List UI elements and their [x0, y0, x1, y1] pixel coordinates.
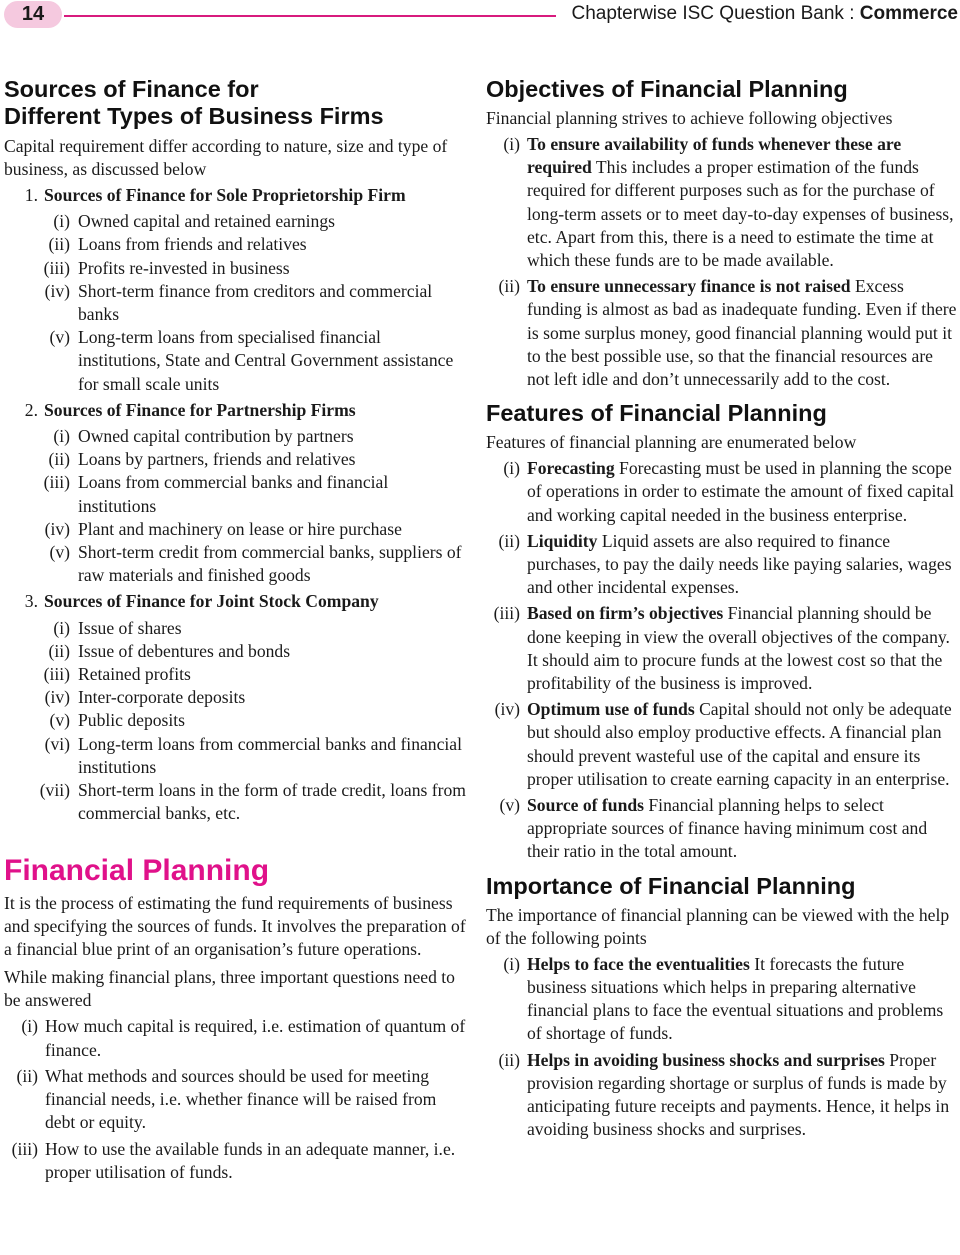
right-column — [486, 76, 958, 1141]
header-rule — [64, 15, 556, 17]
list-item: (iii) Profits re-invested in business — [43, 257, 290, 278]
left-column — [4, 76, 466, 1184]
sources-group-sole — [4, 184, 466, 396]
sources-heading — [4, 76, 466, 130]
list-item: (ii) Loans by partners, friends and relatives — [48, 449, 356, 470]
sources-heading-line2: Different Types of Business Firms — [4, 103, 384, 129]
finance-sources-list — [4, 184, 466, 825]
fp-questions-list — [4, 1015, 466, 1183]
list-item: (v) Public deposits — [49, 710, 186, 731]
page-header — [0, 0, 960, 30]
list-item: (v) Long-term loans from specialised financial institutions, State and Central Government assistance for small scale units — [49, 327, 454, 394]
running-header — [571, 3, 958, 25]
objectives-list — [486, 133, 958, 391]
list-item: (i) How much capital is required, i.e. estimation of quantum of finance. — [21, 1016, 466, 1060]
importance-heading: Importance of Financial Planning — [486, 872, 856, 899]
list-item: (iv) Plant and machinery on lease or hire purchase — [44, 518, 402, 539]
book-title: Chapterwise ISC Question Bank : — [571, 3, 860, 24]
list-item: (i) Owned capital contribution by partners — [53, 426, 354, 447]
features-heading: Features of Financial Planning — [486, 400, 827, 427]
page-number: 14 — [4, 1, 62, 28]
importance-intro: The importance of financial planning can be viewed with the help of the following points — [486, 904, 950, 948]
group-title: Sources of Finance for Partnership Firms — [44, 399, 356, 420]
list-item: (iii) Based on firm’s objectives Financial planning should be done keeping in view the overall objectives of the company. It should aim to procure funds at the lowest cost so that the profitability of the business is improved. — [493, 603, 950, 694]
list-item: (v) Short-term credit from commercial banks, suppliers of raw materials and finished goods — [49, 542, 462, 586]
group-number: 3. — [24, 591, 38, 612]
company-sources — [39, 617, 466, 826]
list-item: (iv) Optimum use of funds Capital should not only be adequate but should also employ productive effects. A financial plan should prevent wasteful use of the capital and ensure its proper utilisation to create earning capacity in an enterprise. — [494, 699, 952, 789]
list-item: (iii) Loans from commercial banks and financial institutions — [43, 472, 389, 516]
list-item: (ii) What methods and sources should be used for meeting financial needs, i.e. whether finance will be raised from debt or equity. — [16, 1065, 437, 1133]
group-number: 2. — [24, 399, 38, 420]
list-item: (iv) Inter-corporate deposits — [44, 687, 246, 708]
partnership-sources — [44, 425, 466, 587]
features-list — [486, 457, 958, 863]
list-item: (i) To ensure availability of funds whenever these are required This includes a proper estimation of the funds required for different purposes such as for the purchase of long-term assets or to meet day-to-day expenses of business, etc. Apart from this, there is a need to estimate the time at which these funds are to be made available. — [503, 134, 954, 271]
list-item: (ii) To ensure unnecessary finance is not raised Excess funding is almost as bad as inadequate funding. Even if there is some surplus money, good financial planning would put it to the best possible use, so that the financial resources are not left idle and don’t unnecessarily add to the cost. — [498, 276, 957, 390]
list-item: (vi) Long-term loans from commercial banks and financial institutions — [44, 733, 462, 777]
sources-heading-line1: Sources of Finance for — [4, 76, 259, 102]
financial-planning-heading: Financial Planning — [4, 854, 270, 888]
fp-definition: It is the process of estimating the fund requirements of business and specifying the sources of funds. It involves the preparation of a financial blue print of an organisation’s future operations. — [4, 893, 466, 960]
features-intro: Features of financial planning are enumerated below — [486, 432, 857, 453]
list-item: (i) Helps to face the eventualities It forecasts the future business situations which helps in preparing alternative financial plans to face the eventual situations and problems of shortage of funds. — [503, 953, 944, 1044]
sources-group-partnership — [4, 399, 466, 588]
sources-intro: Capital requirement differ according to nature, size and type of business, as discussed below — [4, 136, 448, 179]
objectives-intro: Financial planning strives to achieve following objectives — [486, 108, 893, 128]
list-item: (ii) Issue of debentures and bonds — [48, 640, 291, 661]
list-item: (iii) How to use the available funds in an adequate manner, i.e. proper utilisation of funds. — [11, 1138, 456, 1182]
importance-list — [486, 953, 958, 1142]
list-item: (ii) Loans from friends and relatives — [48, 234, 307, 255]
fp-questions-intro: While making financial plans, three important questions need to be answered — [4, 967, 455, 1011]
list-item: (vii) Short-term loans in the form of trade credit, loans from commercial banks, etc. — [39, 780, 466, 824]
list-item: (i) Forecasting Forecasting must be used in planning the scope of operations in order to estimate the amount of fixed capital and working capital needed in the business enterprise. — [503, 458, 955, 525]
list-item: (iii) Retained profits — [43, 664, 191, 685]
list-item: (ii) Helps in avoiding business shocks and surprises Proper provision regarding shortage or surplus of funds is made by anticipating future receipts and payments. Hence, it helps in avoiding business shocks and surprises. — [498, 1049, 950, 1140]
list-item: (iv) Short-term finance from creditors and commercial banks — [44, 280, 433, 325]
group-title: Sources of Finance for Joint Stock Company — [44, 591, 379, 612]
list-item: (ii) Liquidity Liquid assets are also required to finance purchases, to pay the daily needs like paying salaries, wages and other incidental expenses. — [498, 530, 952, 598]
subject-name: Commerce — [859, 3, 958, 24]
objectives-heading: Objectives of Financial Planning — [486, 76, 848, 102]
list-item: (i) Owned capital and retained earnings — [53, 211, 335, 232]
list-item: (v) Source of funds Financial planning helps to select appropriate sources of finance having minimum cost and their ratio in the total amount. — [499, 795, 928, 862]
group-number: 1. — [24, 185, 38, 205]
group-title: Sources of Finance for Sole Proprietorship Firm — [44, 185, 406, 205]
sources-group-company — [4, 590, 466, 825]
list-item: (i) Issue of shares — [53, 617, 182, 638]
sole-sources — [44, 210, 466, 396]
